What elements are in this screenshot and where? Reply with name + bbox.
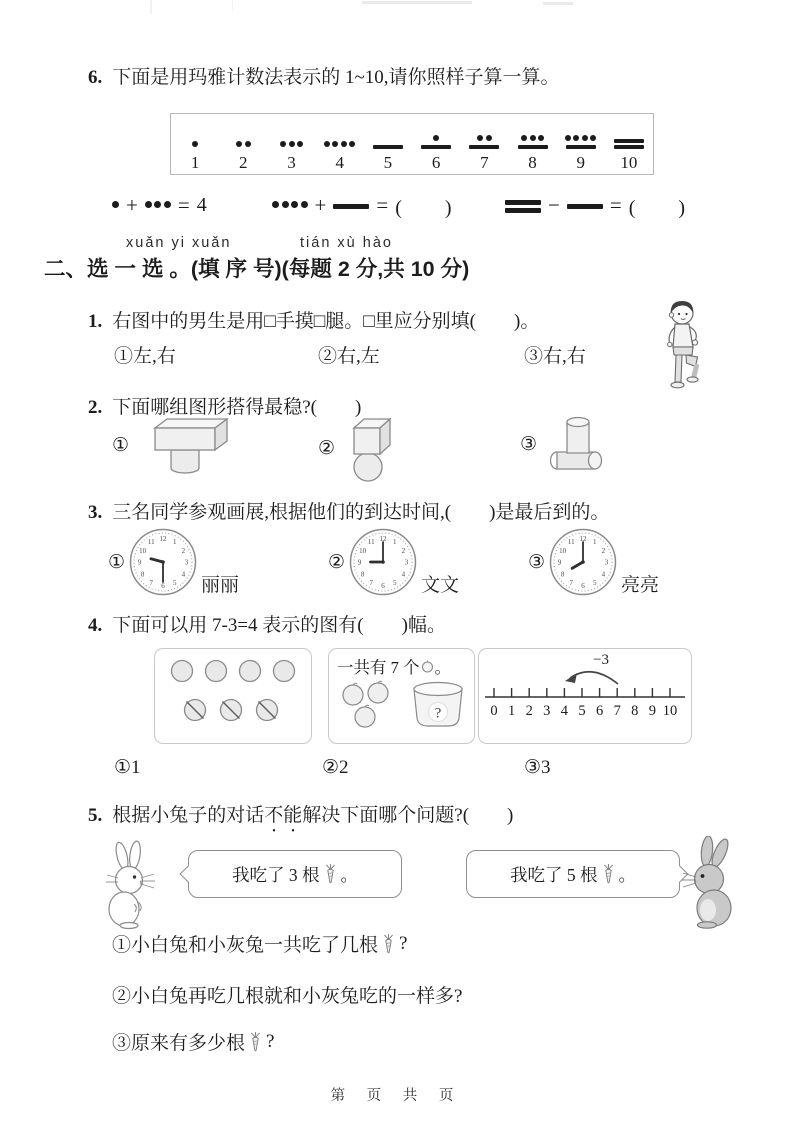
svg-text:12: 12 — [579, 535, 587, 543]
question-number: 1. — [88, 311, 103, 332]
svg-text:2: 2 — [181, 546, 186, 555]
svg-text:2: 2 — [601, 546, 606, 555]
pinyin-annotation: tián xù hào — [300, 235, 393, 251]
question-text: 下面哪组图形搭得最稳?( ) — [112, 397, 362, 418]
bubble-text: 我吃了 3 根 — [232, 864, 320, 885]
svg-text:1: 1 — [593, 538, 597, 547]
maya-dot — [341, 141, 347, 147]
svg-text:1: 1 — [393, 538, 397, 547]
maya-dot — [291, 201, 298, 208]
sub-question-3 — [112, 1028, 274, 1055]
svg-text:3: 3 — [604, 558, 609, 567]
maya-dot — [538, 135, 544, 141]
section-title: 二、选 一 选 。(填 序 号)(每题 2 分,共 10 分) — [44, 257, 470, 281]
maya-symbol — [192, 127, 198, 149]
maya-symbol — [567, 201, 603, 209]
clock-face — [348, 527, 418, 597]
maya-dots — [192, 141, 198, 147]
peach-icon — [421, 659, 434, 673]
picture-box-1 — [154, 648, 312, 744]
scan-artifact — [543, 2, 573, 5]
gray-rabbit-illustration — [660, 836, 742, 930]
maya-dot — [486, 135, 492, 141]
svg-text:11: 11 — [147, 538, 155, 547]
maya-number-label: 8 — [528, 153, 537, 172]
equals-sign: = — [376, 192, 389, 217]
sub-question-text: ②小白兔再吃几根就和小灰兔吃的一样多? — [112, 986, 463, 1007]
maya-bar — [421, 145, 451, 149]
question-text: 解决下面哪个问题?( ) — [302, 805, 514, 826]
pinyin-annotation: xuǎn yi xuǎn — [126, 235, 232, 251]
question-mark: ? — [434, 705, 442, 722]
maya-number-label: 4 — [335, 153, 344, 172]
caption-text: 。 — [434, 658, 451, 677]
clock-student-name: 文文 — [421, 575, 460, 596]
maya-dot — [272, 201, 279, 208]
carrot-icon — [601, 864, 616, 884]
svg-text:11: 11 — [567, 538, 575, 547]
maya-dot — [282, 201, 289, 208]
equals-sign: = — [609, 192, 622, 217]
maya-dot — [301, 201, 308, 208]
svg-text:4: 4 — [401, 570, 406, 579]
answer-blank: ( ) — [395, 196, 453, 219]
maya-bar — [373, 145, 403, 149]
scan-artifact — [362, 1, 472, 4]
maya-dot — [349, 141, 355, 147]
clock-option-1 — [108, 519, 239, 605]
maya-column — [364, 114, 412, 174]
maya-column — [460, 114, 508, 174]
peaches-illustration — [339, 680, 397, 732]
question-1-line — [88, 306, 539, 333]
tick-label: 1 — [507, 703, 516, 719]
question-6-line — [88, 62, 560, 89]
shape-option-3 — [520, 412, 619, 476]
tick-label: 4 — [560, 703, 569, 719]
maya-equation-blank — [272, 190, 453, 220]
emphasized-text: 不能 — [264, 805, 303, 826]
svg-text:7: 7 — [569, 578, 574, 587]
answer-blank: ( ) — [628, 196, 687, 219]
question-number: 5. — [88, 805, 103, 826]
maya-symbol — [272, 201, 308, 210]
tick-label: 5 — [578, 703, 586, 719]
sub-question-text: ? — [266, 1030, 275, 1052]
option-3: ③右,右 — [524, 346, 586, 367]
maya-symbol — [333, 201, 369, 209]
option-mark: ③ — [520, 433, 538, 455]
carrot-icon — [323, 864, 338, 884]
equals-sign: = — [177, 192, 190, 217]
maya-dots — [324, 141, 356, 147]
maya-bar — [518, 145, 548, 149]
svg-text:9: 9 — [357, 558, 362, 567]
svg-text:9: 9 — [557, 558, 562, 567]
svg-text:9: 9 — [137, 558, 142, 567]
maya-column — [605, 114, 653, 174]
basket-illustration — [411, 680, 465, 732]
question-4-line — [88, 610, 446, 637]
maya-dot — [297, 141, 303, 147]
maya-dots — [433, 135, 439, 141]
maya-dot — [324, 141, 330, 147]
tick-label: 7 — [613, 703, 621, 719]
maya-dot — [582, 135, 588, 141]
question-text: 根据小兔子的对话 — [112, 805, 265, 826]
maya-symbol — [145, 201, 171, 210]
svg-text:7: 7 — [369, 578, 374, 587]
maya-dot — [289, 141, 295, 147]
maya-dot — [192, 141, 198, 147]
cylinder-on-cylinder-illustration — [543, 412, 619, 476]
svg-text:4: 4 — [601, 570, 606, 579]
maya-number-label: 7 — [480, 153, 489, 172]
maya-equation-example — [112, 190, 208, 220]
sub-question-1 — [112, 930, 407, 957]
boy-illustration — [652, 296, 716, 396]
maya-bar — [505, 200, 541, 205]
maya-symbol — [421, 127, 451, 149]
clock-student-name: 亮亮 — [621, 575, 660, 596]
question-text: 下面可以用 7-3=4 表示的图有( )幅。 — [112, 615, 446, 636]
question-number: 6. — [88, 67, 103, 88]
option-mark: ① — [108, 551, 126, 573]
question-5-line — [88, 800, 513, 837]
option-1: ①1 — [114, 757, 141, 778]
maya-dot — [280, 141, 286, 147]
bubble-text: 。 — [340, 864, 358, 885]
maya-dot — [112, 201, 119, 208]
svg-text:12: 12 — [159, 535, 167, 543]
maya-dots — [112, 201, 119, 208]
option-2: ②2 — [322, 757, 349, 778]
tick-label: 3 — [543, 703, 551, 719]
maya-dot — [477, 135, 483, 141]
maya-number-label: 9 — [576, 153, 585, 172]
maya-dots — [477, 135, 492, 141]
maya-dot — [565, 135, 571, 141]
maya-column — [316, 114, 364, 174]
operator: + — [126, 192, 138, 217]
scan-artifact — [150, 0, 152, 14]
question-number: 4. — [88, 615, 103, 636]
maya-symbol — [324, 127, 356, 149]
maya-dots — [280, 141, 303, 147]
svg-text:6: 6 — [381, 582, 385, 590]
maya-symbol — [614, 127, 644, 149]
minus-three-label: −3 — [593, 652, 609, 668]
option-1: ①左,右 — [114, 346, 176, 367]
tick-label: 2 — [525, 703, 533, 719]
option-2: ②右,左 — [318, 346, 380, 367]
svg-text:1: 1 — [173, 538, 177, 547]
maya-number-label: 2 — [239, 153, 248, 172]
maya-column — [412, 114, 460, 174]
circles-crossed-illustration — [157, 650, 309, 740]
svg-text:8: 8 — [360, 570, 365, 579]
sub-question-text: ①小白兔和小灰兔一共吃了几根 — [112, 935, 379, 956]
bubble-tail — [180, 866, 197, 883]
box2-caption — [329, 649, 474, 678]
maya-bar — [567, 204, 603, 209]
number-line — [481, 649, 689, 739]
svg-text:2: 2 — [401, 546, 406, 555]
tick-label: 8 — [631, 703, 639, 719]
maya-symbol — [505, 197, 541, 212]
svg-text:4: 4 — [181, 570, 186, 579]
maya-equation-blank — [505, 190, 686, 220]
clock-student-name: 丽丽 — [201, 575, 240, 596]
svg-text:5: 5 — [173, 578, 177, 587]
operator: − — [548, 192, 560, 217]
maya-dot — [573, 135, 579, 141]
maya-dot — [164, 201, 171, 208]
svg-text:10: 10 — [559, 546, 567, 555]
maya-number-label: 1 — [190, 153, 200, 172]
maya-dots — [145, 201, 171, 208]
option-mark: ② — [328, 551, 346, 573]
svg-text:5: 5 — [393, 578, 397, 587]
maya-number-label: 3 — [287, 153, 296, 172]
tick-label: 10 — [662, 703, 678, 719]
clock-option-2 — [328, 519, 459, 605]
maya-dots — [565, 135, 597, 141]
svg-text:7: 7 — [149, 578, 154, 587]
maya-bar — [505, 208, 541, 213]
maya-column — [508, 114, 556, 174]
svg-text:3: 3 — [184, 558, 189, 567]
bubble-text: 。 — [618, 864, 636, 885]
maya-dots — [521, 135, 544, 141]
maya-symbol — [518, 127, 548, 149]
maya-dot — [236, 141, 242, 147]
maya-symbol — [373, 127, 403, 149]
maya-column — [557, 114, 605, 174]
clock-option-3 — [528, 519, 659, 605]
maya-bar — [614, 139, 644, 143]
maya-dot — [332, 141, 338, 147]
shape-option-1 — [112, 412, 239, 478]
svg-text:5: 5 — [593, 578, 597, 587]
carrot-icon — [248, 1032, 263, 1052]
tick-label: 9 — [648, 703, 657, 719]
maya-dot — [590, 135, 596, 141]
maya-dot — [145, 201, 152, 208]
clock-face — [128, 527, 198, 597]
svg-text:10: 10 — [139, 546, 147, 555]
maya-dot — [521, 135, 527, 141]
maya-number-label: 5 — [383, 153, 393, 172]
question-text: 下面是用玛雅计数法表示的 1~10,请你照样子算一算。 — [112, 67, 560, 88]
cube-on-sphere-illustration — [341, 412, 403, 484]
maya-dot — [530, 135, 536, 141]
scan-artifact — [232, 0, 233, 10]
maya-dots — [236, 141, 251, 147]
shape-option-2 — [318, 412, 403, 484]
svg-text:8: 8 — [560, 570, 565, 579]
sub-question-2 — [112, 981, 462, 1008]
maya-dot — [433, 135, 439, 141]
maya-bar — [469, 145, 499, 149]
option-mark: ① — [112, 434, 130, 456]
page-footer: 第 页 共 页 — [330, 1088, 463, 1104]
operator: + — [314, 192, 327, 217]
svg-text:12: 12 — [379, 535, 387, 543]
cuboid-on-cylinder-illustration — [135, 412, 239, 478]
speech-bubble-white-rabbit — [188, 850, 402, 898]
option-mark: ② — [318, 437, 336, 459]
maya-dots — [272, 201, 308, 208]
maya-bar — [566, 145, 596, 149]
bubble-text: 我吃了 5 根 — [510, 864, 598, 885]
maya-column — [267, 114, 315, 174]
maya-numerals-table — [170, 113, 654, 175]
option-mark: ③ — [528, 551, 546, 573]
maya-symbol — [112, 201, 119, 210]
picture-box-3 — [478, 648, 692, 744]
answer-blank: 4 — [196, 193, 208, 216]
maya-number-label: 6 — [431, 153, 441, 172]
speech-bubble-gray-rabbit — [466, 850, 680, 898]
svg-text:11: 11 — [367, 538, 375, 547]
question-text: 右图中的男生是用□手摸□腿。□里应分别填( )。 — [112, 311, 540, 332]
maya-dot — [154, 201, 161, 208]
clock-face — [548, 527, 618, 597]
maya-number-label: 10 — [620, 153, 638, 172]
svg-text:3: 3 — [404, 558, 409, 567]
sub-question-text: ③原来有多少根 — [112, 1033, 246, 1054]
maya-symbol — [236, 127, 251, 149]
question-text: 三名同学参观画展,根据他们的到达时间,( )是最后到的。 — [112, 502, 610, 523]
option-3: ③3 — [524, 757, 551, 778]
carrot-icon — [381, 934, 396, 954]
question-number: 3. — [88, 502, 103, 523]
maya-dot — [245, 141, 251, 147]
maya-symbol — [469, 127, 499, 149]
maya-column — [171, 114, 219, 174]
svg-text:6: 6 — [161, 582, 165, 590]
caption-text: 一共有 7 个 — [337, 658, 420, 677]
maya-symbol — [280, 127, 303, 149]
maya-bar — [614, 145, 644, 149]
picture-box-2 — [328, 648, 475, 744]
tick-label: 6 — [595, 703, 604, 719]
svg-text:10: 10 — [359, 546, 367, 555]
maya-symbol — [565, 127, 597, 149]
sub-question-text: ? — [399, 932, 408, 954]
maya-bar — [333, 204, 369, 209]
tick-label: 0 — [490, 703, 498, 719]
svg-text:8: 8 — [140, 570, 145, 579]
question-number: 2. — [88, 397, 103, 418]
maya-column — [219, 114, 267, 174]
svg-text:6: 6 — [581, 582, 585, 590]
white-rabbit-illustration — [98, 840, 180, 930]
